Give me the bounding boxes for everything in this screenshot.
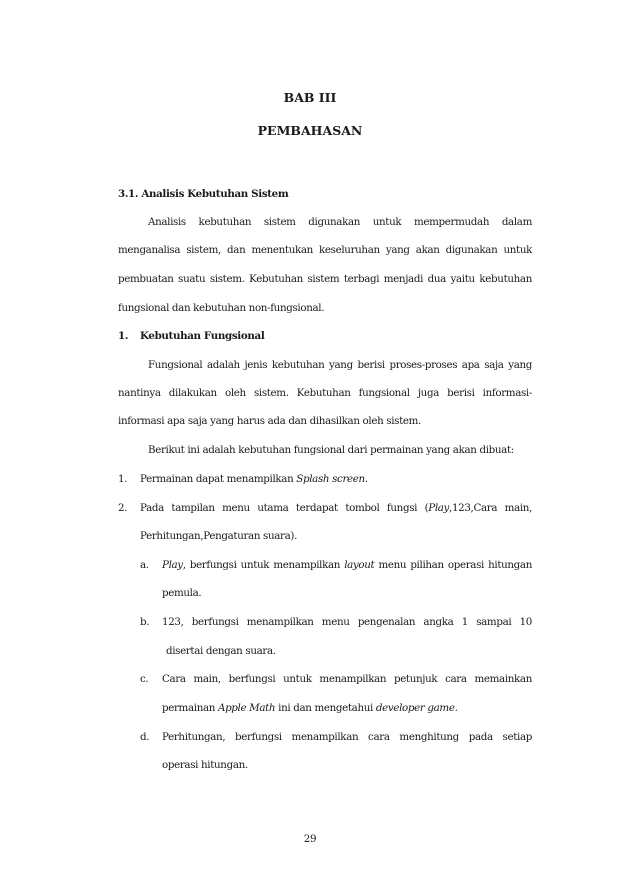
section-heading: 3.1. Analisis Kebutuhan Sistem: [118, 188, 289, 200]
sub-item-continuation: permainan Apple Math ini dan mengetahui developer game.: [162, 702, 458, 714]
func-para-line-3: informasi apa saja yang harus ada dan dihasilkan oleh sistem.: [118, 415, 421, 427]
sub-item-letter: b.: [140, 616, 150, 628]
sub-item-letter: a.: [140, 559, 149, 571]
intro-line-4: fungsional dan kebutuhan non-fungsional.: [118, 302, 325, 314]
chapter-number: BAB III: [283, 90, 337, 105]
sub-item-text: 123, berfungsi menampilkan menu pengenalan angka 1 sampai 10: [162, 616, 532, 628]
list-item-number: 2.: [118, 502, 128, 514]
list-item-text: Pada tampilan menu utama terdapat tombol fungsi (Play,123,Cara main,: [140, 502, 533, 514]
func-para-line-1: Fungsional adalah jenis kebutuhan yang berisi proses-proses apa saja yang: [148, 359, 532, 371]
sub-item-continuation: operasi hitungan.: [162, 759, 248, 771]
intro-line-2: menganalisa sistem, dan menentukan keseluruhan yang akan digunakan untuk: [118, 244, 532, 256]
subsection-number: 1.: [118, 330, 129, 342]
func-para-line-2: nantinya dilakukan oleh sistem. Kebutuhan fungsional juga berisi informasi-: [118, 387, 532, 399]
list-intro: Berikut ini adalah kebutuhan fungsional dari permainan yang akan dibuat:: [148, 444, 514, 456]
list-item-continuation: Perhitungan,Pengaturan suara).: [140, 530, 298, 542]
sub-item-text: Play, berfungsi untuk menampilkan layout menu pilihan operasi hitungan: [162, 559, 532, 571]
chapter-title: PEMBAHASAN: [257, 123, 363, 138]
list-item-text: Permainan dapat menampilkan Splash screen.: [140, 473, 368, 485]
sub-item-letter: c.: [140, 673, 149, 685]
page-number: 29: [303, 833, 317, 845]
sub-item-continuation: disertai dengan suara.: [166, 645, 276, 657]
subsection-title: Kebutuhan Fungsional: [140, 330, 265, 342]
sub-item-text: Cara main, berfungsi untuk menampilkan petunjuk cara memainkan: [162, 673, 532, 685]
sub-item-text: Perhitungan, berfungsi menampilkan cara menghitung pada setiap: [162, 731, 532, 743]
sub-item-continuation: pemula.: [162, 587, 202, 599]
sub-item-letter: d.: [140, 731, 150, 743]
intro-line-3: pembuatan suatu sistem. Kebutuhan sistem terbagi menjadi dua yaitu kebutuhan: [118, 273, 532, 285]
intro-line-1: Analisis kebutuhan sistem digunakan untuk mempermudah dalam: [148, 216, 532, 228]
list-item-number: 1.: [118, 473, 128, 485]
